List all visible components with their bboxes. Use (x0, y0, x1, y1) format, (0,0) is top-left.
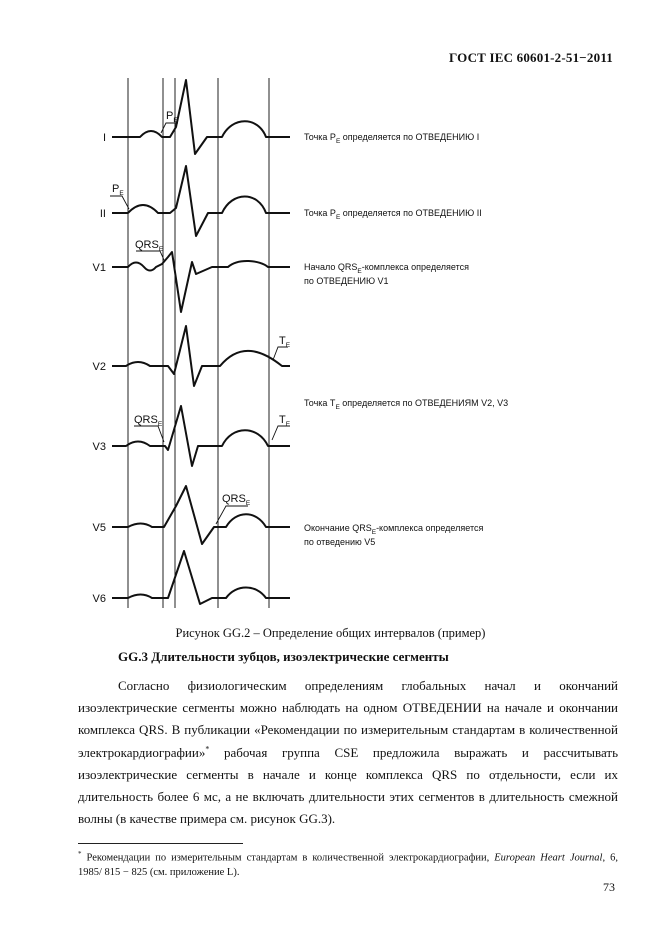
lead-label-V1: V1 (92, 262, 106, 274)
lead-label-V3: V3 (92, 441, 106, 453)
lead-label-I: I (102, 132, 106, 144)
note-pe-lead-II: Точка $P_E$ определяется по ОТВЕДЕНИЮ II (304, 208, 482, 221)
note-qrs-end-v5: Окончание $QRS_E$-комплекса определяется (304, 523, 484, 536)
lead-label-II: II (99, 208, 106, 220)
lead-label-V2: V2 (92, 361, 106, 373)
paragraph-text-part1: Согласно физиологическим определениям глобальных начал и окончаний изоэлектрические сегменты можно наблюдать на одном ОТВЕДЕНИИ на начале и окончании комплекса QRS. В публикации «Рекомендации по измерительным стандартам в количественной электрокардиографии» (78, 678, 618, 760)
page-number: 73 (603, 880, 615, 894)
lead-V2-waveform (112, 326, 290, 386)
footnote-journal: European Heart Journal (494, 852, 603, 864)
footnote-tail: , 6, 1985/ 815 − 825 (см. приложение L). (78, 852, 618, 878)
note-pe-lead-I: Точка $P_E$ определяется по ОТВЕДЕНИЮ I (304, 132, 480, 145)
qrs-end-marker-v5: $QRS_E$ (222, 493, 251, 507)
figure-caption: Рисунок GG.2 – Определение общих интервалов (пример) (175, 626, 486, 640)
footnote-divider (78, 843, 243, 844)
footnote (78, 847, 618, 880)
lead-V6-waveform (112, 551, 290, 604)
qrs-onset-marker-v1: $QRS_E$ (135, 239, 164, 253)
pe-marker-lead-I: $P_E$ (166, 110, 178, 124)
standard-id-header: ГОСТ IEC 60601-2-51−2011 (448, 50, 613, 65)
lead-II-waveform (112, 166, 290, 236)
paragraph (78, 675, 618, 830)
te-marker-v3: $T_E$ (279, 414, 291, 428)
lead-V1-waveform (112, 252, 290, 312)
pe-leader-lead-II (110, 196, 129, 209)
note-te-v2-v3: Точка $T_E$ определяется по ОТВЕДЕНИЯМ V2, V3 (304, 398, 509, 411)
lead-I-waveform (112, 80, 290, 154)
te-leader-v3 (272, 426, 290, 440)
body-paragraph (78, 675, 618, 830)
paragraph-text-part2: рабочая группа CSE предложила выражать и рассчитывать изоэлектрические сегменты в начале и конце комплекса QRS по отдельности, если их длительность более 6 мс, а не включать длительности этих сегментов в длительность смежной волны (в качестве примера см. рисунок GG.3). (78, 744, 618, 827)
note-qrs-onset-v1-line2: по ОТВЕДЕНИЮ V1 (304, 276, 389, 286)
note-qrs-onset-v1: Начало $QRS_E$-комплекса определяется (304, 262, 469, 275)
note-qrs-end-v5-line2: по отведению V5 (304, 537, 376, 547)
lead-V5-waveform (112, 486, 290, 544)
footnote-reference: * (205, 744, 210, 754)
lead-label-V5: V5 (92, 522, 106, 534)
te-marker-v2: $T_E$ (279, 335, 291, 349)
footnote-text: Рекомендации по измерительным стандартам в количественной электрокардиографии, (81, 852, 495, 864)
qrs-onset-marker-v3: $QRS_E$ (134, 414, 163, 428)
section-title: GG.3 Длительности зубцов, изоэлектрические сегменты (118, 649, 449, 664)
lead-label-V6: V6 (92, 593, 106, 605)
qrs-onset-leader-v3 (134, 426, 164, 442)
pe-marker-lead-II: $P_E$ (112, 183, 124, 197)
footnote-mark: * (78, 850, 82, 858)
